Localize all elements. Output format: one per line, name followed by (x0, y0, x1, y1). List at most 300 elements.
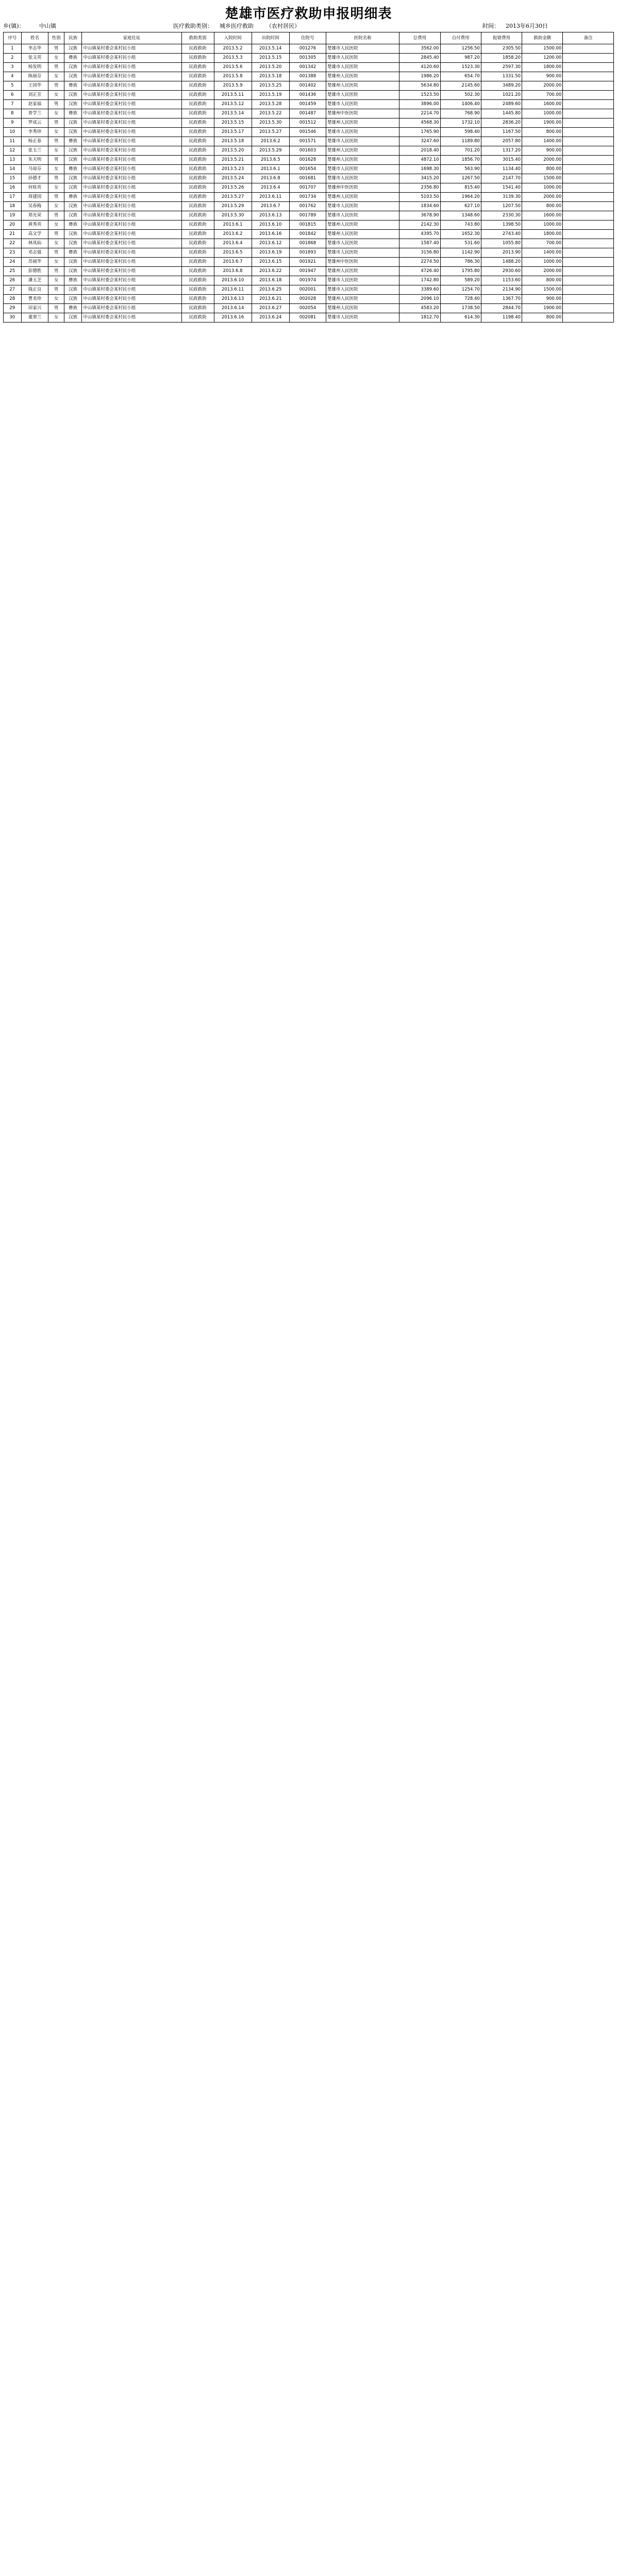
table-row (4, 202, 614, 211)
column-header: 自付费用 (440, 32, 481, 44)
table-cell: 楚雄州中医医院 (326, 183, 399, 193)
column-header: 性别 (48, 32, 64, 44)
table-cell: 2013.5.22 (252, 109, 289, 118)
table-cell: 1765.90 (399, 128, 440, 137)
table-cell: 1900.00 (522, 304, 563, 313)
table-cell: 民政救助 (181, 72, 214, 81)
table-cell (563, 137, 614, 146)
table-cell: 1256.50 (440, 44, 481, 54)
table-cell: 2013.6.14 (214, 304, 252, 313)
table-cell: 女 (48, 239, 64, 248)
table-cell: 001305 (289, 54, 326, 63)
table-cell: 2743.40 (481, 230, 522, 239)
table-cell: 21 (4, 230, 22, 239)
table-cell: 1 (4, 44, 22, 54)
table-cell: 2013.6.7 (252, 202, 289, 211)
table-cell: 28 (4, 295, 22, 304)
table-cell: 2134.90 (481, 285, 522, 295)
table-cell: 2013.5.26 (214, 183, 252, 193)
table-cell: 2013.6.16 (252, 230, 289, 239)
table-cell: 苏丽华 (21, 258, 48, 267)
table-cell: 中山镇某村委会某村民小组 (82, 267, 181, 276)
table-cell (563, 304, 614, 313)
table-cell: 楚雄市人民医院 (326, 276, 399, 285)
table-cell: 高文学 (21, 230, 48, 239)
table-cell: 002028 (289, 295, 326, 304)
table-cell: 8 (4, 109, 22, 118)
table-cell: 汉族 (64, 258, 82, 267)
table-cell: 杨正春 (21, 137, 48, 146)
table-row (4, 239, 614, 248)
table-cell: 楚雄州人民医院 (326, 81, 399, 91)
table-cell: 2013.6.27 (252, 304, 289, 313)
table-cell: 2013.5.9 (214, 81, 252, 91)
table-cell: 潘玉芝 (21, 276, 48, 285)
table-row (4, 174, 614, 183)
column-header: 总费用 (399, 32, 440, 44)
table-row (4, 276, 614, 285)
table-cell: 女 (48, 183, 64, 193)
table-cell: 1000.00 (522, 109, 563, 118)
table-row (4, 63, 614, 72)
table-cell: 3678.90 (399, 211, 440, 221)
table-cell: 3139.30 (481, 193, 522, 202)
table-cell: 2013.5.17 (214, 128, 252, 137)
table-cell: 民政救助 (181, 100, 214, 109)
table-cell: 2013.6.5 (214, 248, 252, 258)
table-cell: 4583.20 (399, 304, 440, 313)
table-cell: 2142.30 (399, 221, 440, 230)
table-cell: 728.40 (440, 295, 481, 304)
table-cell: 4395.70 (399, 230, 440, 239)
table-cell: 楚雄市人民医院 (326, 44, 399, 54)
table-cell: 中山镇某村委会某村民小组 (82, 156, 181, 165)
table-cell: 2000.00 (522, 267, 563, 276)
table-cell: 彝族 (64, 248, 82, 258)
table-cell: 楚雄市人民医院 (326, 174, 399, 183)
table-cell: 2013.5.28 (252, 100, 289, 109)
table-cell: 彝族 (64, 54, 82, 63)
table-cell: 中山镇某村委会某村民小组 (82, 304, 181, 313)
table-cell: 何桂英 (21, 183, 48, 193)
table-cell (563, 202, 614, 211)
table-cell (563, 285, 614, 295)
table-cell: 男 (48, 248, 64, 258)
table-cell: 2356.80 (399, 183, 440, 193)
table-cell: 李志华 (21, 44, 48, 54)
table-row (4, 91, 614, 100)
table-cell: 7 (4, 100, 22, 109)
table-cell: 民政救助 (181, 183, 214, 193)
table-cell: 民政救助 (181, 304, 214, 313)
table-cell: 2013.6.8 (252, 174, 289, 183)
table-cell: 24 (4, 258, 22, 267)
table-cell: 001842 (289, 230, 326, 239)
table-cell: 楚雄州人民医院 (326, 72, 399, 81)
table-cell (563, 276, 614, 285)
meta-bar (3, 22, 614, 32)
table-cell: 彭德胜 (21, 267, 48, 276)
table-cell (563, 230, 614, 239)
table-cell: 2096.10 (399, 295, 440, 304)
table-cell (563, 100, 614, 109)
table-cell: 1800.00 (522, 230, 563, 239)
table-cell: 001762 (289, 202, 326, 211)
table-cell: 17 (4, 193, 22, 202)
table-cell: 2013.5.15 (252, 54, 289, 63)
table-cell (563, 165, 614, 174)
table-cell: 3015.40 (481, 156, 522, 165)
type-value: 城乡医疗救助 (220, 23, 254, 29)
table-cell: 002001 (289, 285, 326, 295)
table-cell (563, 258, 614, 267)
table-cell: 23 (4, 248, 22, 258)
relief-table (3, 32, 614, 323)
table-cell: 1856.70 (440, 156, 481, 165)
table-cell: 2 (4, 54, 22, 63)
table-cell: 2305.50 (481, 44, 522, 54)
table-cell: 彝族 (64, 109, 82, 118)
table-cell: 2013.6.7 (214, 258, 252, 267)
table-header-row (4, 32, 614, 44)
table-cell: 中山镇某村委会某村民小组 (82, 295, 181, 304)
table-cell: 2057.80 (481, 137, 522, 146)
table-cell: 楚雄州中医医院 (326, 109, 399, 118)
table-cell: 900.00 (522, 295, 563, 304)
table-cell: 1400.00 (522, 137, 563, 146)
table-cell: 654.70 (440, 72, 481, 81)
table-cell: 6 (4, 91, 22, 100)
table-row (4, 165, 614, 174)
table-cell: 汉族 (64, 156, 82, 165)
table-cell: 张玉兰 (21, 146, 48, 156)
table-cell (563, 221, 614, 230)
table-cell: 民政救助 (181, 63, 214, 72)
table-cell: 楚雄市人民医院 (326, 313, 399, 323)
table-cell (563, 91, 614, 100)
table-cell: 中山镇某村委会某村民小组 (82, 211, 181, 221)
table-cell: 1021.20 (481, 91, 522, 100)
table-cell: 陈丽芬 (21, 72, 48, 81)
table-cell: 900.00 (522, 146, 563, 156)
table-cell: 彝族 (64, 81, 82, 91)
table-body (4, 44, 614, 323)
table-cell: 001276 (289, 44, 326, 54)
table-cell: 2013.5.14 (252, 44, 289, 54)
table-cell: 罗成云 (21, 118, 48, 128)
table-cell: 楚雄州人民医院 (326, 304, 399, 313)
table-cell: 2013.90 (481, 248, 522, 258)
unit-value: 中山镇 (39, 23, 56, 29)
table-cell: 2013.6.2 (252, 137, 289, 146)
table-cell: 中山镇某村委会某村民小组 (82, 81, 181, 91)
table-cell: 563.90 (440, 165, 481, 174)
table-cell: 001402 (289, 81, 326, 91)
table-cell: 2013.6.8 (214, 267, 252, 276)
table-cell: 赵家福 (21, 100, 48, 109)
table-cell: 800.00 (522, 276, 563, 285)
table-cell: 1900.00 (522, 118, 563, 128)
table-cell: 2013.5.15 (214, 118, 252, 128)
table-cell (563, 44, 614, 54)
table-cell: 马琼芬 (21, 165, 48, 174)
table-cell: 1698.30 (399, 165, 440, 174)
table-cell: 汉族 (64, 183, 82, 193)
table-cell: 2013.5.23 (214, 165, 252, 174)
table-cell (563, 109, 614, 118)
table-cell (563, 81, 614, 91)
column-header: 家庭住址 (82, 32, 181, 44)
table-row (4, 128, 614, 137)
table-cell: 1812.70 (399, 313, 440, 323)
table-cell: 女 (48, 72, 64, 81)
table-cell: 女 (48, 295, 64, 304)
table-cell: 中山镇某村委会某村民小组 (82, 202, 181, 211)
table-cell: 中山镇某村委会某村民小组 (82, 137, 181, 146)
table-cell: 19 (4, 211, 22, 221)
table-cell: 楚雄州人民医院 (326, 118, 399, 128)
table-cell: 2013.6.15 (252, 258, 289, 267)
table-cell: 001868 (289, 239, 326, 248)
table-cell: 汉族 (64, 72, 82, 81)
table-cell: 2013.6.1 (214, 221, 252, 230)
table-cell: 民政救助 (181, 202, 214, 211)
table-cell: 12 (4, 146, 22, 156)
table-cell: 男 (48, 193, 64, 202)
table-row (4, 100, 614, 109)
table-cell: 女 (48, 221, 64, 230)
table-cell: 男 (48, 285, 64, 295)
table-cell: 民政救助 (181, 285, 214, 295)
table-cell: 2013.5.6 (214, 63, 252, 72)
table-cell: 男 (48, 230, 64, 239)
table-cell: 楚雄市人民医院 (326, 239, 399, 248)
table-cell: 汉族 (64, 267, 82, 276)
table-cell: 1000.00 (522, 221, 563, 230)
table-cell: 女 (48, 146, 64, 156)
table-cell: 001707 (289, 183, 326, 193)
table-row (4, 313, 614, 323)
table-cell: 楚雄市人民医院 (326, 211, 399, 221)
table-cell: 2013.5.19 (252, 91, 289, 100)
table-cell: 2013.5.8 (214, 72, 252, 81)
table-cell: 2013.5.12 (214, 100, 252, 109)
table-cell: 15 (4, 174, 22, 183)
table-cell: 2000.00 (522, 156, 563, 165)
table-cell (563, 156, 614, 165)
table-cell: 民政救助 (181, 137, 214, 146)
table-cell: 22 (4, 239, 22, 248)
table-row (4, 118, 614, 128)
table-cell: 楚雄州人民医院 (326, 267, 399, 276)
table-cell: 楚雄州人民医院 (326, 230, 399, 239)
table-cell: 男 (48, 267, 64, 276)
table-cell: 2013.5.11 (214, 91, 252, 100)
table-cell: 普学兰 (21, 109, 48, 118)
table-cell: 女 (48, 91, 64, 100)
table-cell: 700.00 (522, 91, 563, 100)
table-row (4, 295, 614, 304)
table-cell: 1742.80 (399, 276, 440, 285)
table-cell: 2013.6.10 (214, 276, 252, 285)
table-row (4, 193, 614, 202)
table-cell: 楚雄市人民医院 (326, 202, 399, 211)
table-cell: 001974 (289, 276, 326, 285)
table-cell: 2013.6.16 (214, 313, 252, 323)
table-cell: 2274.50 (399, 258, 440, 267)
table-cell: 001546 (289, 128, 326, 137)
table-row (4, 109, 614, 118)
table-cell: 男 (48, 156, 64, 165)
table-cell: 女 (48, 258, 64, 267)
table-cell: 1055.80 (481, 239, 522, 248)
table-cell: 中山镇某村委会某村民小组 (82, 258, 181, 267)
table-cell: 汉族 (64, 202, 82, 211)
table-cell: 汉族 (64, 230, 82, 239)
table-cell: 531.60 (440, 239, 481, 248)
table-cell: 627.10 (440, 202, 481, 211)
table-cell: 2013.5.29 (214, 202, 252, 211)
table-cell: 朱天明 (21, 156, 48, 165)
column-header: 序号 (4, 32, 22, 44)
table-cell: 614.30 (440, 313, 481, 323)
table-row (4, 267, 614, 276)
table-cell: 2013.5.27 (214, 193, 252, 202)
table-cell: 815.40 (440, 183, 481, 193)
table-cell: 男 (48, 137, 64, 146)
table-cell (563, 63, 614, 72)
table-cell: 楚雄市人民医院 (326, 137, 399, 146)
table-cell: 汉族 (64, 44, 82, 54)
table-cell: 民政救助 (181, 313, 214, 323)
column-header: 入院时间 (214, 32, 252, 44)
table-cell: 民政救助 (181, 248, 214, 258)
table-cell: 001628 (289, 156, 326, 165)
table-cell: 1000.00 (522, 183, 563, 193)
table-cell: 1134.40 (481, 165, 522, 174)
table-cell: 楚雄市人民医院 (326, 165, 399, 174)
table-cell: 2013.6.2 (214, 230, 252, 239)
table-cell (563, 193, 614, 202)
table-cell: 2013.6.13 (252, 211, 289, 221)
table-cell: 2013.5.30 (252, 118, 289, 128)
table-cell: 2013.6.11 (252, 193, 289, 202)
table-cell: 汉族 (64, 211, 82, 221)
table-cell: 1600.00 (522, 211, 563, 221)
table-cell: 2013.6.25 (252, 285, 289, 295)
table-cell: 002081 (289, 313, 326, 323)
table-cell: 男 (48, 304, 64, 313)
table-cell: 郑光荣 (21, 211, 48, 221)
table-cell: 民政救助 (181, 258, 214, 267)
table-row (4, 72, 614, 81)
table-cell: 001459 (289, 100, 326, 109)
table-cell: 2013.5.27 (252, 128, 289, 137)
table-cell: 1207.50 (481, 202, 522, 211)
table-cell: 2018.40 (399, 146, 440, 156)
table-cell (563, 118, 614, 128)
table-cell: 汉族 (64, 63, 82, 72)
table-cell: 4568.30 (399, 118, 440, 128)
table-cell: 2013.6.4 (252, 183, 289, 193)
table-cell: 4726.40 (399, 267, 440, 276)
table-cell (563, 313, 614, 323)
table-cell: 中山镇某村委会某村民小组 (82, 54, 181, 63)
table-cell: 1400.00 (522, 248, 563, 258)
table-cell: 001342 (289, 63, 326, 72)
table-cell: 1986.20 (399, 72, 440, 81)
table-cell: 汉族 (64, 118, 82, 128)
table-cell: 16 (4, 183, 22, 193)
table-cell: 001603 (289, 146, 326, 156)
table-row (4, 44, 614, 54)
table-cell (563, 295, 614, 304)
table-row (4, 285, 614, 295)
table-cell: 20 (4, 221, 22, 230)
table-cell: 1200.00 (522, 54, 563, 63)
table-cell (563, 174, 614, 183)
table-cell: 001893 (289, 248, 326, 258)
table-cell: 楚雄市人民医院 (326, 91, 399, 100)
table-cell: 女 (48, 276, 64, 285)
table-cell: 3415.20 (399, 174, 440, 183)
table-cell: 民政救助 (181, 118, 214, 128)
table-cell: 2214.70 (399, 109, 440, 118)
table-cell: 中山镇某村委会某村民小组 (82, 230, 181, 239)
table-cell: 700.00 (522, 239, 563, 248)
table-cell: 2013.5.20 (252, 63, 289, 72)
table-cell: 1600.00 (522, 100, 563, 109)
table-cell: 2844.70 (481, 304, 522, 313)
table-cell: 1587.40 (399, 239, 440, 248)
table-cell: 2013.6.10 (252, 221, 289, 230)
table-cell: 中山镇某村委会某村民小组 (82, 100, 181, 109)
table-cell: 4 (4, 72, 22, 81)
column-header: 姓名 (21, 32, 48, 44)
table-cell: 001789 (289, 211, 326, 221)
table-cell: 2013.5.14 (214, 109, 252, 118)
table-cell: 男 (48, 174, 64, 183)
table-cell: 3247.60 (399, 137, 440, 146)
table-cell: 民政救助 (181, 128, 214, 137)
table-cell: 2147.70 (481, 174, 522, 183)
table-cell: 民政救助 (181, 295, 214, 304)
table-cell: 1406.40 (440, 100, 481, 109)
table-cell: 3489.20 (481, 81, 522, 91)
table-cell: 中山镇某村委会某村民小组 (82, 146, 181, 156)
table-cell: 彝族 (64, 304, 82, 313)
column-header: 住院号 (289, 32, 326, 44)
table-cell: 楚雄州人民医院 (326, 146, 399, 156)
table-cell: 25 (4, 267, 22, 276)
table-cell: 男 (48, 100, 64, 109)
table-cell: 楚雄市人民医院 (326, 100, 399, 109)
table-cell: 2013.5.18 (214, 137, 252, 146)
table-cell: 1858.20 (481, 54, 522, 63)
table-cell: 2013.5.18 (252, 72, 289, 81)
table-row (4, 258, 614, 267)
table-cell: 2489.60 (481, 100, 522, 109)
table-cell: 800.00 (522, 313, 563, 323)
table-cell: 汉族 (64, 174, 82, 183)
table-cell: 男 (48, 81, 64, 91)
table-cell (563, 267, 614, 276)
table-cell: 楚雄州人民医院 (326, 156, 399, 165)
table-cell: 001388 (289, 72, 326, 81)
table-cell: 中山镇某村委会某村民小组 (82, 109, 181, 118)
table-cell: 1500.00 (522, 44, 563, 54)
table-cell: 民政救助 (181, 239, 214, 248)
